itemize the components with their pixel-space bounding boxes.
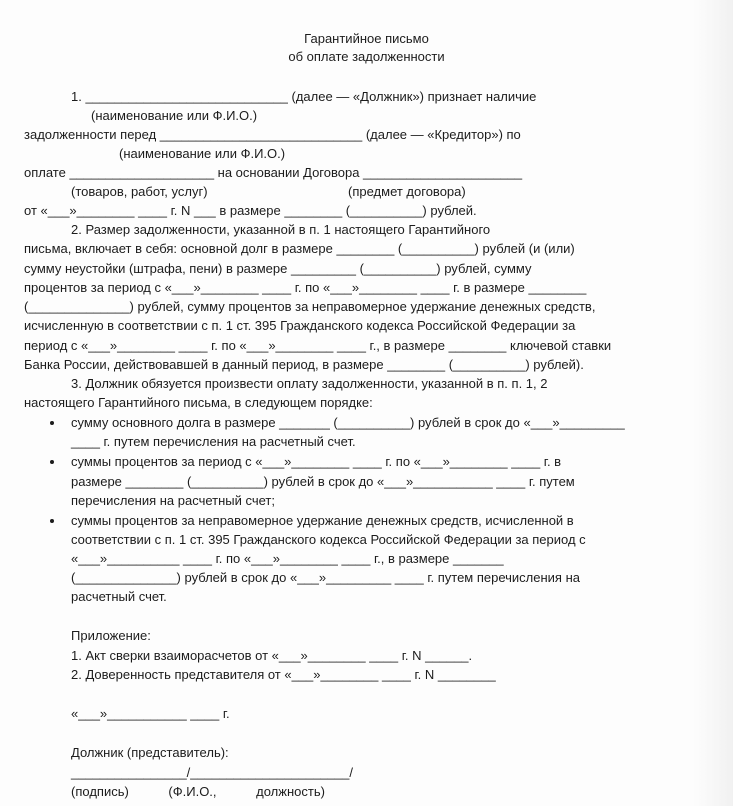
p2-line: (______________) рублей, сумму процентов за неправомерное удержание денежных средств,: [24, 299, 596, 314]
p3-line: настоящего Гарантийного письма, в следующем порядке:: [24, 395, 373, 410]
p1-line: от «___»________ ____ г. N ___ в размере ________ (__________) рублей.: [24, 203, 477, 218]
p2-line: письма, включает в себя: основной долг в размере ________ (__________) рублей (и (или): [24, 241, 575, 256]
bullet-line: (______________) рублей в срок до «___»_________ ____ г. путем перечисления на: [71, 570, 580, 585]
debtor-label: Должник (представитель):: [71, 745, 229, 760]
bullet-line: перечисления на расчетный счет;: [71, 493, 275, 508]
appendix-heading: Приложение:: [71, 628, 151, 643]
p1-line: задолженности перед ____________________________ (далее — «Кредитор») по: [24, 127, 521, 142]
p3-line: 3. Должник обязуется произвести оплату задолженности, указанной в п. п. 1, 2: [71, 376, 548, 391]
p2-line: Банка России, действовавшей в данный период, в размере ________ (__________) рублей).: [24, 357, 584, 372]
bullet-dot: [50, 460, 54, 464]
p1-hint: (товаров, работ, услуг): [71, 184, 208, 199]
doc-subtitle: об оплате задолженности: [288, 49, 445, 64]
bullet-line: соответствии с п. 1 ст. 395 Гражданского кодекса Российской Федерации за период с: [71, 532, 586, 547]
page-edge-shadow: [693, 0, 733, 806]
bullet-line: ____ г. путем перечисления на расчетный счет.: [71, 434, 356, 449]
p1-hint: (предмет договора): [348, 184, 466, 199]
bullet-line: суммы процентов за период с «___»________ ____ г. по «___»________ ____ г. в: [71, 454, 562, 469]
appendix-item: 2. Доверенность представителя от «___»________ ____ г. N ________: [71, 667, 496, 682]
p1-hint: (наименование или Ф.И.О.): [91, 108, 258, 123]
signature-hint: (подпись) (Ф.И.О., должность): [71, 784, 325, 799]
bullet-line: сумму основного долга в размере _______ (__________) рублей в срок до «___»_________: [71, 415, 625, 430]
p2-line: 2. Размер задолженности, указанной в п. 1 настоящего Гарантийного: [71, 222, 491, 237]
bullet-line: размере ________ (__________) рублей в срок до «___»___________ ____ г. путем: [71, 474, 575, 489]
doc-title: Гарантийное письмо: [304, 31, 429, 46]
p2-line: процентов за период с «___»________ ____ г. по «___»________ ____ г. в размере ________: [24, 280, 587, 295]
date-line: «___»___________ ____ г.: [71, 706, 230, 721]
signature-line: ________________/______________________/: [71, 765, 353, 780]
bullet-line: «___»__________ ____ г. по «___»________ ____ г., в размере _______: [71, 551, 504, 566]
p1-line: 1. ____________________________ (далее — «Должник») признает наличие: [71, 89, 537, 104]
bullet-dot: [50, 421, 54, 425]
p2-line: исчисленную в соответствии с п. 1 ст. 395 Гражданского кодекса Российской Федерации за: [24, 318, 576, 333]
p2-line: сумму неустойки (штрафа, пени) в размере _________ (__________) рублей, сумму: [24, 261, 532, 276]
p1-hint: (наименование или Ф.И.О.): [119, 146, 286, 161]
bullet-dot: [50, 519, 54, 523]
bullet-line: суммы процентов за неправомерное удержание денежных средств, исчисленной в: [71, 513, 574, 528]
p2-line: период с «___»________ ____ г. по «___»________ ____ г., в размере ________ ключевой ставки: [24, 338, 612, 353]
bullet-line: расчетный счет.: [71, 589, 167, 604]
appendix-item: 1. Акт сверки взаиморасчетов от «___»________ ____ г. N ______.: [71, 648, 473, 663]
p1-line: оплате ____________________ на основании Договора ______________________: [24, 165, 523, 180]
